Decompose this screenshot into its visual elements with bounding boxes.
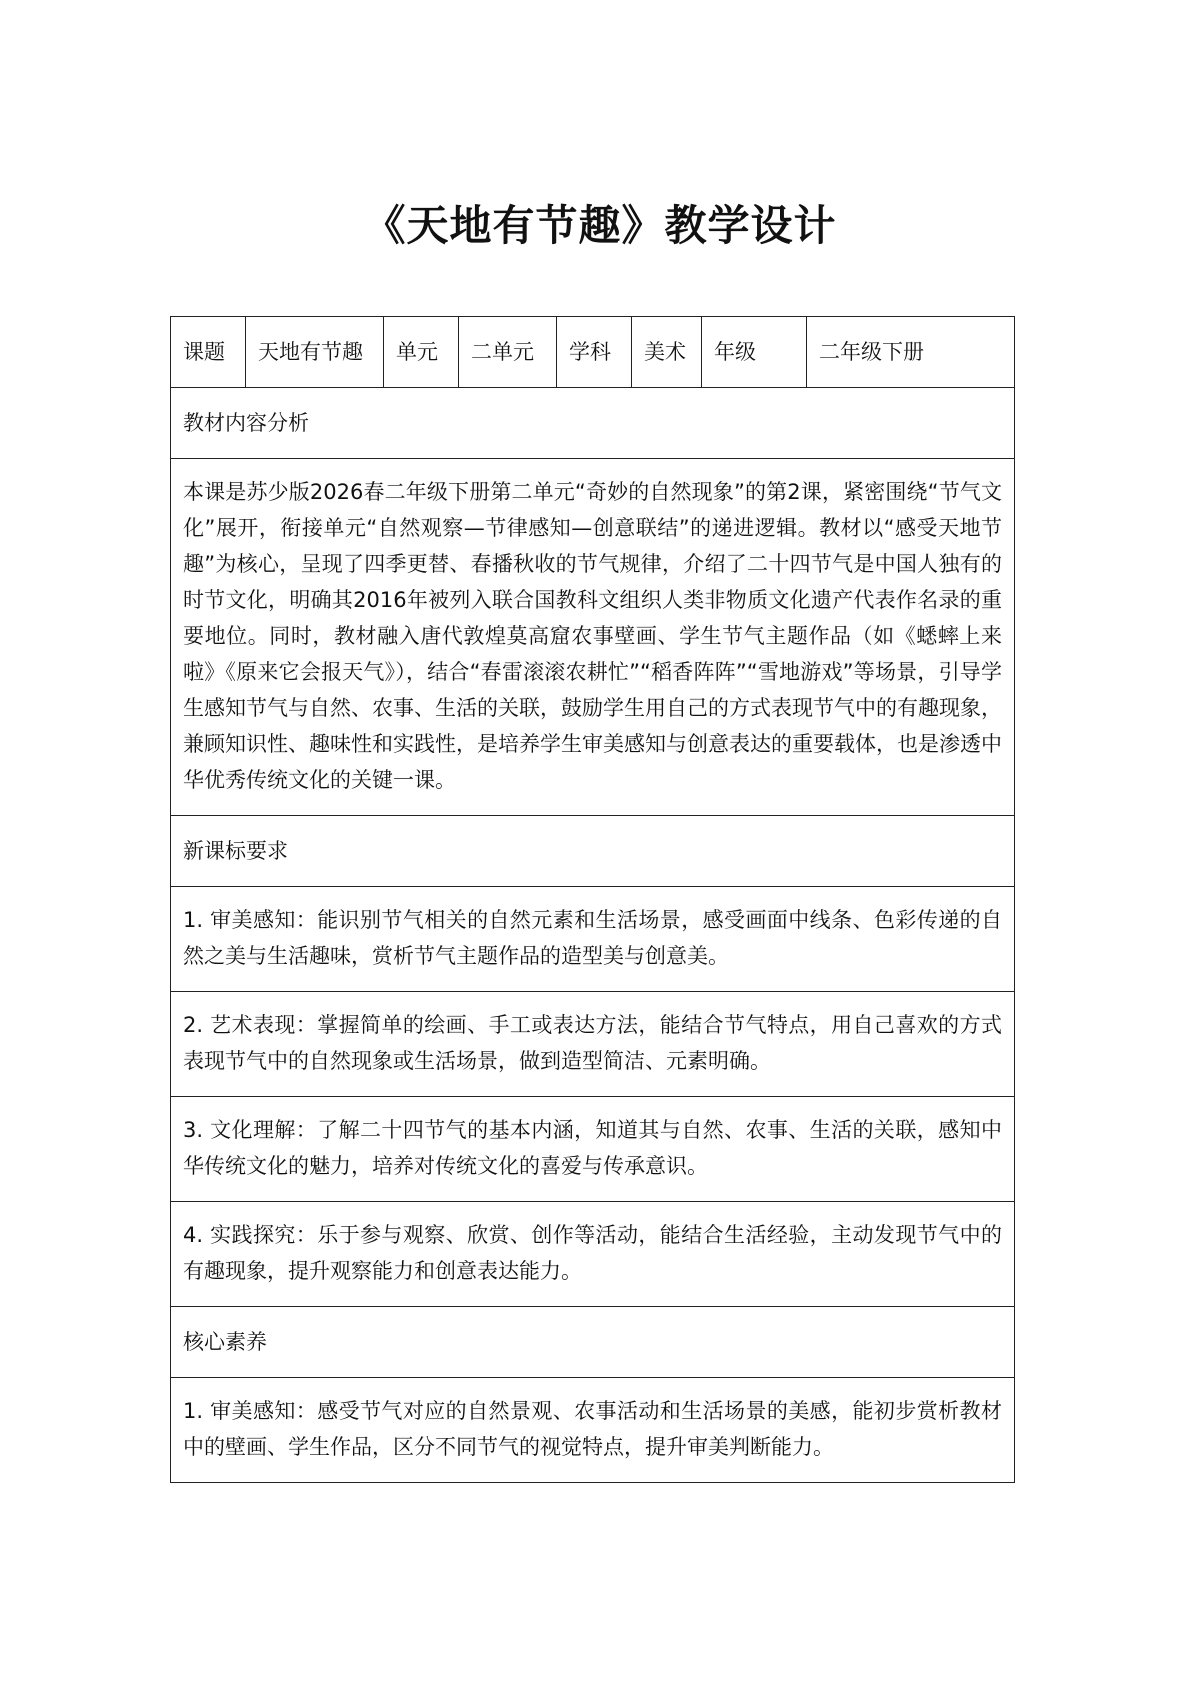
standards-item-4: 4. 实践探究：乐于参与观察、欣赏、创作等活动，能结合生活经验，主动发现节气中的有趣现象，提升观察能力和创意表达能力。 — [171, 1202, 1015, 1307]
topic-value: 天地有节趣 — [246, 317, 384, 388]
literacy-item-row — [171, 1378, 1015, 1483]
document-title: 《天地有节趣》教学设计 — [363, 201, 837, 250]
standards-item-2: 2. 艺术表现：掌握简单的绘画、手工或表达方法，能结合节气特点，用自己喜欢的方式表现节气中的自然现象或生活场景，做到造型简洁、元素明确。 — [171, 992, 1015, 1097]
grade-label: 年级 — [702, 317, 807, 388]
standards-item-row — [171, 1202, 1015, 1307]
unit-label: 单元 — [384, 317, 459, 388]
standards-item-row — [171, 887, 1015, 992]
analysis-heading-row — [171, 388, 1015, 459]
standards-item-row — [171, 992, 1015, 1097]
analysis-text-row — [171, 459, 1015, 816]
literacy-heading: 核心素养 — [171, 1307, 1015, 1378]
lesson-plan-table — [170, 316, 1015, 1483]
subject-label: 学科 — [557, 317, 632, 388]
analysis-text: 本课是苏少版2026春二年级下册第二单元“奇妙的自然现象”的第2课，紧密围绕“节气文化”展开，衔接单元“自然观察—节律感知—创意联结”的递进逻辑。教材以“感受天地节趣”为核心，呈现了四季更替、春播秋收的节气规律，介绍了二十四节气是中国人独有的时节文化，明确其2016年被列入联合国教科文组织人类非物质文化遗产代表作名录的重要地位。同时，教材融入唐代敦煌莫高窟农事壁画、学生节气主题作品（如《蟋蟀上来啦》《原来它会报天气》），结合“春雷滚滚农耕忙”“稻香阵阵”“雪地游戏”等场景，引导学生感知节气与自然、农事、生活的关联，鼓励学生用自己的方式表现节气中的有趣现象，兼顾知识性、趣味性和实践性，是培养学生审美感知与创意表达的重要载体，也是渗透中华优秀传统文化的关键一课。 — [171, 459, 1015, 816]
standards-item-row — [171, 1097, 1015, 1202]
literacy-heading-row — [171, 1307, 1015, 1378]
standards-item-3: 3. 文化理解：了解二十四节气的基本内涵，知道其与自然、农事、生活的关联，感知中华传统文化的魅力，培养对传统文化的喜爱与传承意识。 — [171, 1097, 1015, 1202]
subject-value: 美术 — [632, 317, 702, 388]
standards-item-1: 1. 审美感知：能识别节气相关的自然元素和生活场景，感受画面中线条、色彩传递的自然之美与生活趣味，赏析节气主题作品的造型美与创意美。 — [171, 887, 1015, 992]
standards-heading: 新课标要求 — [171, 816, 1015, 887]
literacy-item-1: 1. 审美感知：感受节气对应的自然景观、农事活动和生活场景的美感，能初步赏析教材中的壁画、学生作品，区分不同节气的视觉特点，提升审美判断能力。 — [171, 1378, 1015, 1483]
unit-value: 二单元 — [459, 317, 557, 388]
grade-value: 二年级下册 — [807, 317, 1015, 388]
analysis-heading: 教材内容分析 — [171, 388, 1015, 459]
topic-label: 课题 — [171, 317, 246, 388]
meta-row — [171, 317, 1015, 388]
standards-heading-row — [171, 816, 1015, 887]
